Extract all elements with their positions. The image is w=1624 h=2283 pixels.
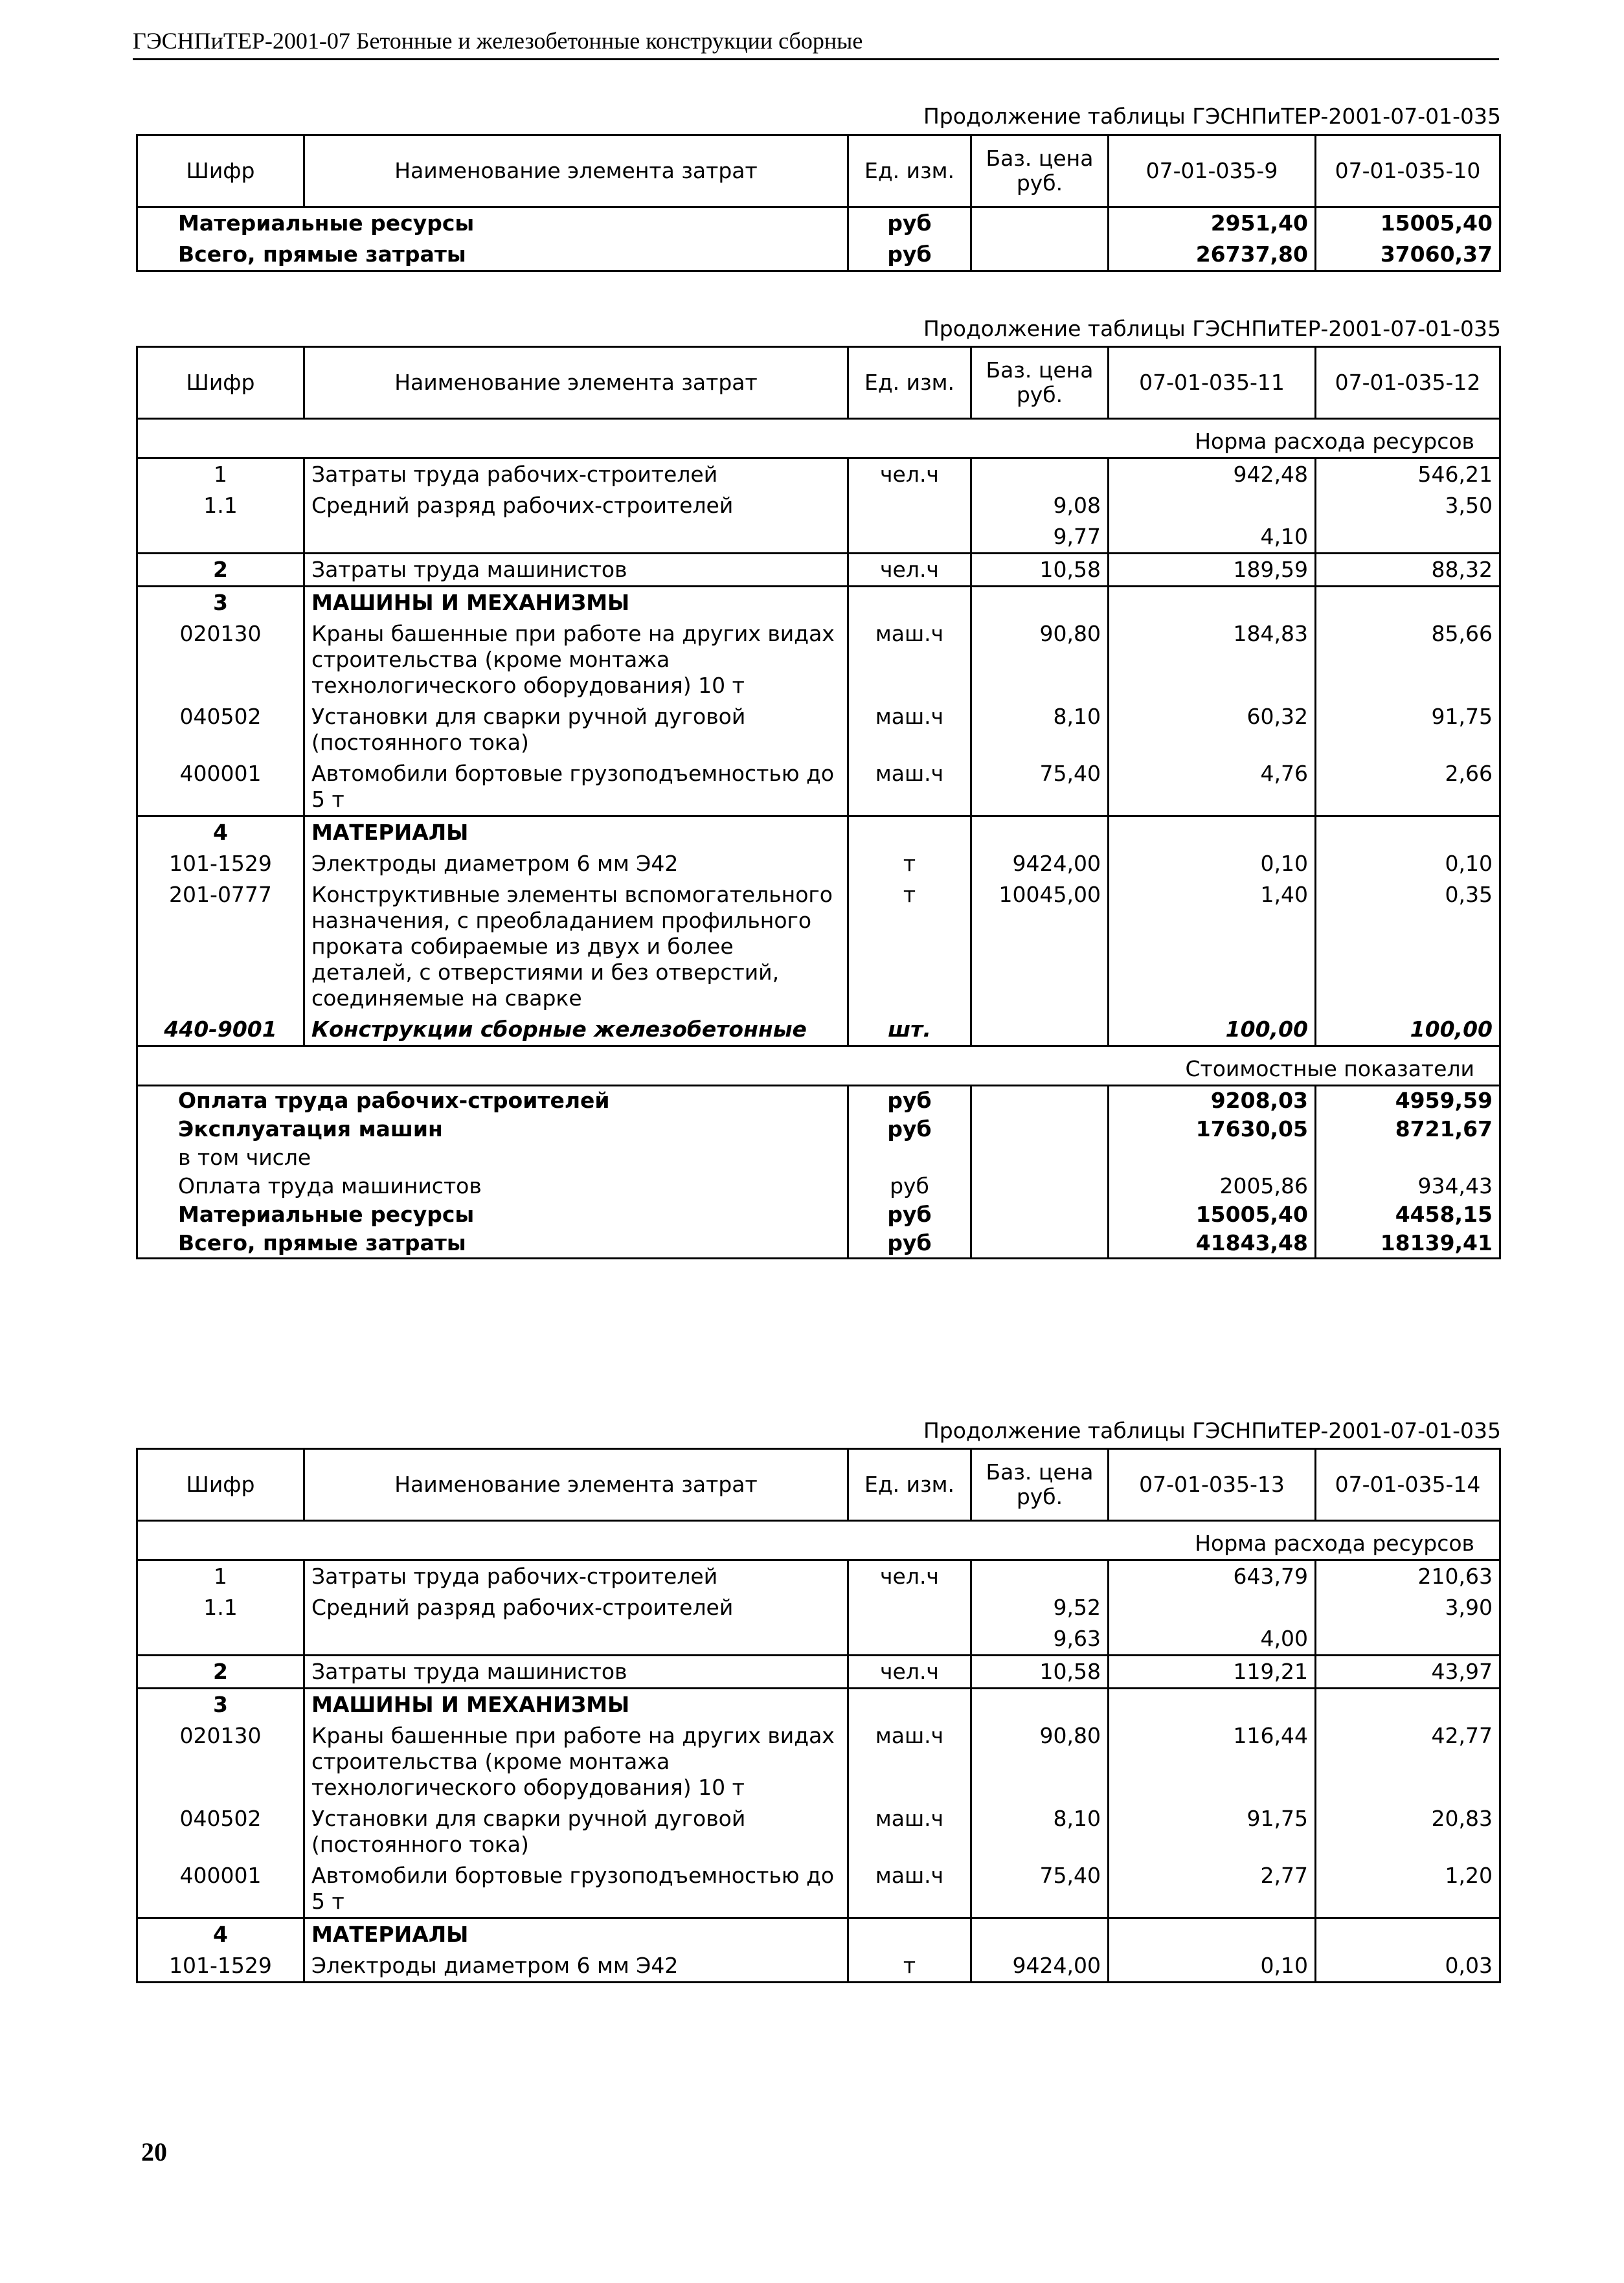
table-header-row [137, 347, 1500, 419]
row-name: Краны башенные при работе на других видах строительства (кроме монтажа технологического оборудования) 10 т [304, 618, 848, 701]
row-unit [848, 1918, 971, 1951]
table-row [137, 879, 1500, 1014]
row-value-2: 0,03 [1316, 1950, 1500, 1983]
row-unit [848, 1623, 971, 1656]
row-unit: т [848, 1950, 971, 1983]
table-row [137, 1560, 1500, 1593]
row-price [971, 239, 1109, 271]
row-price [971, 1689, 1109, 1721]
row-value-1 [1109, 490, 1316, 521]
totals-row [137, 1172, 1500, 1200]
row-code: 040502 [137, 1803, 304, 1860]
row-code: 1.1 [137, 490, 304, 521]
row-value-2: 100,00 [1316, 1014, 1500, 1046]
total-value-2: 4959,59 [1316, 1086, 1500, 1116]
row-value-1: 4,00 [1109, 1623, 1316, 1656]
row-name: МАШИНЫ И МЕХАНИЗМЫ [304, 1689, 848, 1721]
total-name: Оплата труда рабочих-строителей [137, 1086, 848, 1116]
row-value-2: 3,90 [1316, 1592, 1500, 1623]
row-price: 75,40 [971, 1860, 1109, 1918]
row-value-1: 643,79 [1109, 1560, 1316, 1593]
row-value-2: 546,21 [1316, 458, 1500, 491]
table-caption: Продолжение таблицы ГЭСНПиТЕР-2001-07-01-035 [923, 316, 1501, 341]
total-value-1 [1109, 1143, 1316, 1172]
row-value-1: 4,76 [1109, 758, 1316, 816]
row-name: Автомобили бортовые грузоподъемностью до 5 т [304, 1860, 848, 1918]
row-code: 2 [137, 1656, 304, 1689]
table-row [137, 618, 1500, 701]
row-price [971, 1560, 1109, 1593]
row-price: 9,63 [971, 1623, 1109, 1656]
table-row [137, 587, 1500, 619]
row-code: 040502 [137, 701, 304, 758]
row-value-1: 0,10 [1109, 848, 1316, 879]
row-unit: маш.ч [848, 618, 971, 701]
row-value-1: 100,00 [1109, 1014, 1316, 1046]
col-header-code1: 07-01-035-13 [1109, 1449, 1316, 1521]
row-price: 10045,00 [971, 879, 1109, 1014]
row-name [304, 1623, 848, 1656]
row-unit [848, 521, 971, 554]
row-unit: чел.ч [848, 1656, 971, 1689]
row-code: 101-1529 [137, 848, 304, 879]
row-price: 8,10 [971, 701, 1109, 758]
row-price: 90,80 [971, 1720, 1109, 1803]
row-value-2: 43,97 [1316, 1656, 1500, 1689]
row-unit: маш.ч [848, 1803, 971, 1860]
total-price [971, 1229, 1109, 1259]
row-value-2 [1316, 1918, 1500, 1951]
row-value-2: 2,66 [1316, 758, 1500, 816]
col-header-unit: Ед. изм. [848, 135, 971, 207]
row-unit [848, 490, 971, 521]
table-row [137, 458, 1500, 491]
resource-table-1 [136, 134, 1501, 272]
row-code: 020130 [137, 618, 304, 701]
row-value-2 [1316, 1689, 1500, 1721]
row-value-1 [1109, 1592, 1316, 1623]
col-header-price: Баз. цена руб. [971, 347, 1109, 419]
row-name: Конструктивные элементы вспомогательного назначения, с преобладанием профильного проката собираемые из двух и более деталей, с отверстиями и без отверстий, соединяемые на сварке [304, 879, 848, 1014]
row-unit: маш.ч [848, 1720, 971, 1803]
row-name [304, 521, 848, 554]
col-header-name: Наименование элемента затрат [304, 347, 848, 419]
row-code: 201-0777 [137, 879, 304, 1014]
row-value-1: 116,44 [1109, 1720, 1316, 1803]
section-norma: Норма расхода ресурсов [137, 419, 1500, 458]
total-value-2 [1316, 1143, 1500, 1172]
section-stoim: Стоимостные показатели [137, 1046, 1500, 1086]
row-code: 1 [137, 458, 304, 491]
row-code: 400001 [137, 1860, 304, 1918]
row-value-1: 189,59 [1109, 554, 1316, 587]
row-unit: т [848, 848, 971, 879]
col-header-unit: Ед. изм. [848, 1449, 971, 1521]
row-code: 3 [137, 1689, 304, 1721]
row-code: 1 [137, 1560, 304, 1593]
row-value-2 [1316, 521, 1500, 554]
row-code: 1.1 [137, 1592, 304, 1623]
total-unit: руб [848, 1200, 971, 1229]
row-value-1: 119,21 [1109, 1656, 1316, 1689]
total-price [971, 1143, 1109, 1172]
col-header-code1: 07-01-035-11 [1109, 347, 1316, 419]
totals-row [137, 1143, 1500, 1172]
col-header-code1: 07-01-035-9 [1109, 135, 1316, 207]
row-code: 2 [137, 554, 304, 587]
row-price: 9,52 [971, 1592, 1109, 1623]
col-header-name: Наименование элемента затрат [304, 135, 848, 207]
row-price [971, 458, 1109, 491]
table-row [137, 521, 1500, 554]
total-unit: руб [848, 1172, 971, 1200]
total-name: Всего, прямые затраты [137, 1229, 848, 1259]
table-header-row [137, 135, 1500, 207]
header-rule [133, 58, 1499, 60]
total-value-2: 18139,41 [1316, 1229, 1500, 1259]
row-value-2: 42,77 [1316, 1720, 1500, 1803]
col-header-code2: 07-01-035-14 [1316, 1449, 1500, 1521]
col-header-code2: 07-01-035-10 [1316, 135, 1500, 207]
col-header-price: Баз. цена руб. [971, 1449, 1109, 1521]
row-price [971, 1014, 1109, 1046]
row-code: 440-9001 [137, 1014, 304, 1046]
row-value-1: 91,75 [1109, 1803, 1316, 1860]
table-row [137, 207, 1500, 240]
table-row [137, 554, 1500, 587]
total-unit: руб [848, 1086, 971, 1116]
table-caption: Продолжение таблицы ГЭСНПиТЕР-2001-07-01-035 [923, 104, 1501, 129]
resource-table-3 [136, 1448, 1501, 1983]
total-name: Материальные ресурсы [137, 1200, 848, 1229]
row-code: 3 [137, 587, 304, 619]
row-value-2: 37060,37 [1316, 239, 1500, 271]
row-name: МАТЕРИАЛЫ [304, 1918, 848, 1951]
row-unit: т [848, 879, 971, 1014]
row-price: 9,77 [971, 521, 1109, 554]
section-header-row [137, 419, 1500, 458]
total-value-1: 2005,86 [1109, 1172, 1316, 1200]
row-value-1 [1109, 1918, 1316, 1951]
row-value-2 [1316, 1623, 1500, 1656]
resource-table-2 [136, 346, 1501, 1259]
row-code: 4 [137, 816, 304, 849]
row-price: 10,58 [971, 1656, 1109, 1689]
totals-row [137, 1086, 1500, 1116]
row-value-1 [1109, 816, 1316, 849]
total-price [971, 1115, 1109, 1143]
table-row [137, 239, 1500, 271]
row-name: Электроды диаметром 6 мм Э42 [304, 848, 848, 879]
table-row [137, 1014, 1500, 1046]
table-row [137, 816, 1500, 849]
row-code: 101-1529 [137, 1950, 304, 1983]
row-value-2: 210,63 [1316, 1560, 1500, 1593]
row-price: 90,80 [971, 618, 1109, 701]
row-unit [848, 1592, 971, 1623]
table-row [137, 1918, 1500, 1951]
total-price [971, 1200, 1109, 1229]
total-price [971, 1172, 1109, 1200]
row-name: Электроды диаметром 6 мм Э42 [304, 1950, 848, 1983]
table-row [137, 1950, 1500, 1983]
table-row [137, 1623, 1500, 1656]
row-value-1: 2,77 [1109, 1860, 1316, 1918]
section-norma: Норма расхода ресурсов [137, 1521, 1500, 1560]
col-header-name: Наименование элемента затрат [304, 1449, 848, 1521]
row-name: Установки для сварки ручной дуговой (постоянного тока) [304, 1803, 848, 1860]
row-name: Конструкции сборные железобетонные [304, 1014, 848, 1046]
row-value-2: 15005,40 [1316, 207, 1500, 240]
total-unit: руб [848, 1229, 971, 1259]
totals-row [137, 1200, 1500, 1229]
row-name: МАТЕРИАЛЫ [304, 816, 848, 849]
row-price: 9424,00 [971, 1950, 1109, 1983]
col-header-shifr: Шифр [137, 135, 304, 207]
total-name: Оплата труда машинистов [137, 1172, 848, 1200]
row-value-2: 0,10 [1316, 848, 1500, 879]
table-row [137, 701, 1500, 758]
running-header: ГЭСНПиТЕР-2001-07 Бетонные и железобетонные конструкции сборные [133, 28, 863, 54]
total-value-1: 17630,05 [1109, 1115, 1316, 1143]
total-value-1: 15005,40 [1109, 1200, 1316, 1229]
total-price [971, 1086, 1109, 1116]
row-price [971, 587, 1109, 619]
table-row [137, 1689, 1500, 1721]
total-name: в том числе [137, 1143, 848, 1172]
page-number: 20 [141, 2137, 167, 2166]
total-value-1: 41843,48 [1109, 1229, 1316, 1259]
row-name: Материальные ресурсы [137, 207, 848, 240]
row-name: Краны башенные при работе на других видах строительства (кроме монтажа технологического оборудования) 10 т [304, 1720, 848, 1803]
col-header-code2: 07-01-035-12 [1316, 347, 1500, 419]
row-name: Установки для сварки ручной дуговой (постоянного тока) [304, 701, 848, 758]
col-header-unit: Ед. изм. [848, 347, 971, 419]
row-price: 8,10 [971, 1803, 1109, 1860]
row-unit [848, 1689, 971, 1721]
row-value-2: 3,50 [1316, 490, 1500, 521]
table-row [137, 1720, 1500, 1803]
row-price [971, 1918, 1109, 1951]
row-value-1: 4,10 [1109, 521, 1316, 554]
row-name: Автомобили бортовые грузоподъемностью до 5 т [304, 758, 848, 816]
row-value-1: 2951,40 [1109, 207, 1316, 240]
row-value-1 [1109, 1689, 1316, 1721]
row-name: МАШИНЫ И МЕХАНИЗМЫ [304, 587, 848, 619]
table-row [137, 1592, 1500, 1623]
table-row [137, 1803, 1500, 1860]
row-value-1: 1,40 [1109, 879, 1316, 1014]
row-name: Затраты труда машинистов [304, 554, 848, 587]
table-row [137, 758, 1500, 816]
row-name: Всего, прямые затраты [137, 239, 848, 271]
row-unit: шт. [848, 1014, 971, 1046]
row-value-1: 942,48 [1109, 458, 1316, 491]
row-unit [848, 816, 971, 849]
table-header-row [137, 1449, 1500, 1521]
row-value-1: 26737,80 [1109, 239, 1316, 271]
table-row [137, 1860, 1500, 1918]
col-header-price: Баз. цена руб. [971, 135, 1109, 207]
total-unit: руб [848, 1115, 971, 1143]
row-value-2 [1316, 587, 1500, 619]
row-value-2: 85,66 [1316, 618, 1500, 701]
row-value-1: 184,83 [1109, 618, 1316, 701]
row-code [137, 1623, 304, 1656]
row-value-1: 0,10 [1109, 1950, 1316, 1983]
row-unit: маш.ч [848, 1860, 971, 1918]
row-value-1 [1109, 587, 1316, 619]
col-header-shifr: Шифр [137, 347, 304, 419]
totals-row [137, 1115, 1500, 1143]
row-name: Затраты труда машинистов [304, 1656, 848, 1689]
total-value-1: 9208,03 [1109, 1086, 1316, 1116]
table-row [137, 1656, 1500, 1689]
row-value-2: 1,20 [1316, 1860, 1500, 1918]
row-price: 9424,00 [971, 848, 1109, 879]
row-value-2: 0,35 [1316, 879, 1500, 1014]
row-price: 75,40 [971, 758, 1109, 816]
row-name: Средний разряд рабочих-строителей [304, 490, 848, 521]
total-value-2: 8721,67 [1316, 1115, 1500, 1143]
row-value-2 [1316, 816, 1500, 849]
row-unit: чел.ч [848, 554, 971, 587]
row-code [137, 521, 304, 554]
row-code: 020130 [137, 1720, 304, 1803]
section-header-row [137, 1521, 1500, 1560]
total-unit [848, 1143, 971, 1172]
section-header-row [137, 1046, 1500, 1086]
row-value-1: 60,32 [1109, 701, 1316, 758]
row-price: 9,08 [971, 490, 1109, 521]
row-value-2: 20,83 [1316, 1803, 1500, 1860]
totals-row [137, 1229, 1500, 1259]
row-unit: чел.ч [848, 458, 971, 491]
table-row [137, 490, 1500, 521]
table-row [137, 848, 1500, 879]
row-unit: руб [848, 207, 971, 240]
col-header-shifr: Шифр [137, 1449, 304, 1521]
row-unit [848, 587, 971, 619]
total-name: Эксплуатация машин [137, 1115, 848, 1143]
table-caption: Продолжение таблицы ГЭСНПиТЕР-2001-07-01-035 [923, 1418, 1501, 1443]
row-unit: чел.ч [848, 1560, 971, 1593]
row-price [971, 816, 1109, 849]
row-value-2: 88,32 [1316, 554, 1500, 587]
row-unit: руб [848, 239, 971, 271]
row-name: Средний разряд рабочих-строителей [304, 1592, 848, 1623]
row-code: 400001 [137, 758, 304, 816]
row-name: Затраты труда рабочих-строителей [304, 458, 848, 491]
row-unit: маш.ч [848, 701, 971, 758]
total-value-2: 4458,15 [1316, 1200, 1500, 1229]
row-code: 4 [137, 1918, 304, 1951]
row-price: 10,58 [971, 554, 1109, 587]
total-value-2: 934,43 [1316, 1172, 1500, 1200]
row-name: Затраты труда рабочих-строителей [304, 1560, 848, 1593]
row-price [971, 207, 1109, 240]
row-unit: маш.ч [848, 758, 971, 816]
row-value-2: 91,75 [1316, 701, 1500, 758]
